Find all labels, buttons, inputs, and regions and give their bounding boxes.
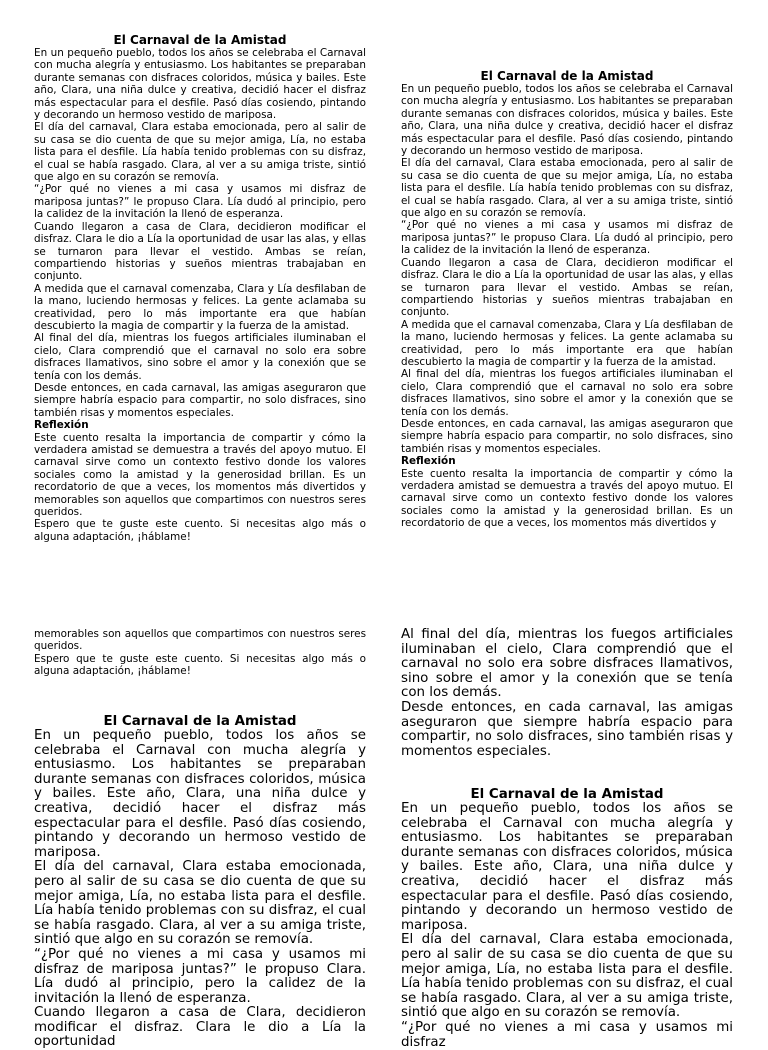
story-paragraph: Cuando llegaron a casa de Clara, decidieron modificar el disfraz. Clara le dio a Lía la oportunidad <box>34 1005 366 1050</box>
reflection-text: memorables son aquellos que compartimos con nuestros seres queridos. <box>34 628 366 653</box>
story-continuation-bottom-left <box>34 628 366 680</box>
story-copy-bottom-left <box>34 714 366 1050</box>
story-continuation-bottom-right <box>401 628 733 768</box>
story-paragraph: “¿Por qué no vienes a mi casa y usamos mi disfraz de mariposa juntas?” le propuso Clara. Lía dudó al principio, pero la calidez de la invitación la llenó de esperanza. <box>34 183 366 221</box>
story-copy-top-right <box>401 70 733 544</box>
story-title: El Carnaval de la Amistad <box>103 714 297 729</box>
story-paragraph: Desde entonces, en cada carnaval, las amigas aseguraron que siempre habría espacio para compartir, no solo disfraces, sino también risas y momentos especiales. <box>401 699 733 759</box>
story-paragraph: Al final del día, mientras los fuegos artificiales iluminaban el cielo, Clara comprendió que el carnaval no solo era sobre disfraces llamativos, sino sobre el amor y la conexión que se tenía con los demás. <box>401 368 733 418</box>
story-copy-bottom-right <box>401 787 733 1050</box>
story-paragraph: El día del carnaval, Clara estaba emocionada, pero al salir de su casa se dio cuenta de que su mejor amiga, Lía, no estaba lista para el desfile. Lía había tenido problemas con su disfraz, el cual se había rasgado. Clara, al ver a su amiga triste, sintió que algo en su corazón se removía. <box>34 859 366 948</box>
reflection-text: Este cuento resalta la importancia de compartir y cómo la verdadera amistad se demuestra a través del apoyo mutuo. El carnaval sirve como un contexto festivo donde los valores sociales como la amistad y la generosidad brillan. Es un recordatorio de que a veces, los momentos más divertidos y <box>401 467 733 530</box>
reflection-heading: Reflexión <box>34 419 89 432</box>
story-paragraph: Desde entonces, en cada carnaval, las amigas aseguraron que siempre habría espacio para compartir, no solo disfraces, sino también risas y momentos especiales. <box>401 417 733 455</box>
story-paragraph: En un pequeño pueblo, todos los años se celebraba el Carnaval con mucha alegría y entusiasmo. Los habitantes se preparaban durante semanas con disfraces coloridos, música y bailes. Este año, Clara, una niña dulce y creativa, decidió hacer el disfraz más espectacular para el desfile. Pasó días cosiendo, pintando y decorando un hermoso vestido de mariposa. <box>401 801 733 933</box>
story-paragraph: En un pequeño pueblo, todos los años se celebraba el Carnaval con mucha alegría y entusiasmo. Los habitantes se preparaban durante semanas con disfraces coloridos, música y bailes. Este año, Clara, una niña dulce y creativa, decidió hacer el disfraz más espectacular para el desfile. Pasó días cosiendo, pintando y decorando un hermoso vestido de mariposa. <box>34 728 366 860</box>
story-paragraph: Desde entonces, en cada carnaval, las amigas aseguraron que siempre habría espacio para compartir, no solo disfraces, sino también risas y momentos especiales. <box>34 381 366 419</box>
story-paragraph: “¿Por qué no vienes a mi casa y usamos mi disfraz <box>401 1019 733 1050</box>
story-title: El Carnaval de la Amistad <box>480 69 654 83</box>
closing-text: Espero que te guste este cuento. Si necesitas algo más o alguna adaptación, ¡háblame! <box>34 652 366 678</box>
story-paragraph: El día del carnaval, Clara estaba emocionada, pero al salir de su casa se dio cuenta de que su mejor amiga, Lía, no estaba lista para el desfile. Lía había tenido problemas con su disfraz, el cual se había rasgado. Clara, al ver a su amiga triste, sintió que algo en su corazón se removía. <box>34 121 366 184</box>
story-paragraph: “¿Por qué no vienes a mi casa y usamos mi disfraz de mariposa juntas?” le propuso Clara. Lía dudó al principio, pero la calidez de la invitación la llenó de esperanza. <box>34 946 366 1006</box>
story-paragraph: Cuando llegaron a casa de Clara, decidieron modificar el disfraz. Clara le dio a Lía la oportunidad de usar las alas, y ellas se turnaron para llevar el vestido. Ambas se reían, compartiendo historias y sueños mientras trabajaban en conjunto. <box>401 256 733 319</box>
story-paragraph: El día del carnaval, Clara estaba emocionada, pero al salir de su casa se dio cuenta de que su mejor amiga, Lía, no estaba lista para el desfile. Lía había tenido problemas con su disfraz, el cual se había rasgado. Clara, al ver a su amiga triste, sintió que algo en su corazón se removía. <box>401 157 733 220</box>
story-paragraph: El día del carnaval, Clara estaba emocionada, pero al salir de su casa se dio cuenta de que su mejor amiga, Lía, no estaba lista para el desfile. Lía había tenido problemas con su disfraz, el cual se había rasgado. Clara, al ver a su amiga triste, sintió que algo en su corazón se removía. <box>401 932 733 1021</box>
story-copy-top-left <box>34 34 366 559</box>
reflection-heading: Reflexión <box>401 455 456 468</box>
story-paragraph: A medida que el carnaval comenzaba, Clara y Lía desfilaban de la mano, luciendo hermosas y felices. La gente aclamaba su creatividad, pero lo más importante era que habían descubierto la magia de compartir y la fuerza de la amistad. <box>34 282 366 332</box>
story-title: El Carnaval de la Amistad <box>470 787 664 802</box>
story-paragraph: Al final del día, mientras los fuegos artificiales iluminaban el cielo, Clara comprendió que el carnaval no solo era sobre disfraces llamativos, sino sobre el amor y la conexión que se tenía con los demás. <box>401 627 733 701</box>
reflection-text: Este cuento resalta la importancia de compartir y cómo la verdadera amistad se demuestra a través del apoyo mutuo. El carnaval sirve como un contexto festivo donde los valores sociales como la amistad y la generosidad brillan. Es un recordatorio de que a veces, los momentos más divertidos y memorables son aquellos que compartimos con nuestros seres queridos. <box>34 431 366 519</box>
story-paragraph: Al final del día, mientras los fuegos artificiales iluminaban el cielo, Clara comprendió que el carnaval no solo era sobre disfraces llamativos, sino sobre el amor y la conexión que se tenía con los demás. <box>34 332 366 382</box>
story-title: El Carnaval de la Amistad <box>113 33 287 47</box>
story-paragraph: En un pequeño pueblo, todos los años se celebraba el Carnaval con mucha alegría y entusiasmo. Los habitantes se preparaban durante semanas con disfraces coloridos, música y bailes. Este año, Clara, una niña dulce y creativa, decidió hacer el disfraz más espectacular para el desfile. Pasó días cosiendo, pintando y decorando un hermoso vestido de mariposa. <box>34 47 366 122</box>
story-paragraph: Cuando llegaron a casa de Clara, decidieron modificar el disfraz. Clara le dio a Lía la oportunidad de usar las alas, y ellas se turnaron para llevar el vestido. Ambas se reían, compartiendo historias y sueños mientras trabajaban en conjunto. <box>34 220 366 283</box>
story-paragraph: En un pequeño pueblo, todos los años se celebraba el Carnaval con mucha alegría y entusiasmo. Los habitantes se preparaban durante semanas con disfraces coloridos, música y bailes. Este año, Clara, una niña dulce y creativa, decidió hacer el disfraz más espectacular para el desfile. Pasó días cosiendo, pintando y decorando un hermoso vestido de mariposa. <box>401 83 733 158</box>
closing-text: Espero que te guste este cuento. Si necesitas algo más o alguna adaptación, ¡háblame! <box>34 518 366 543</box>
story-paragraph: “¿Por qué no vienes a mi casa y usamos mi disfraz de mariposa juntas?” le propuso Clara. Lía dudó al principio, pero la calidez de la invitación la llenó de esperanza. <box>401 219 733 257</box>
story-paragraph: A medida que el carnaval comenzaba, Clara y Lía desfilaban de la mano, luciendo hermosas y felices. La gente aclamaba su creatividad, pero lo más importante era que habían descubierto la magia de compartir y la fuerza de la amistad. <box>401 318 733 368</box>
